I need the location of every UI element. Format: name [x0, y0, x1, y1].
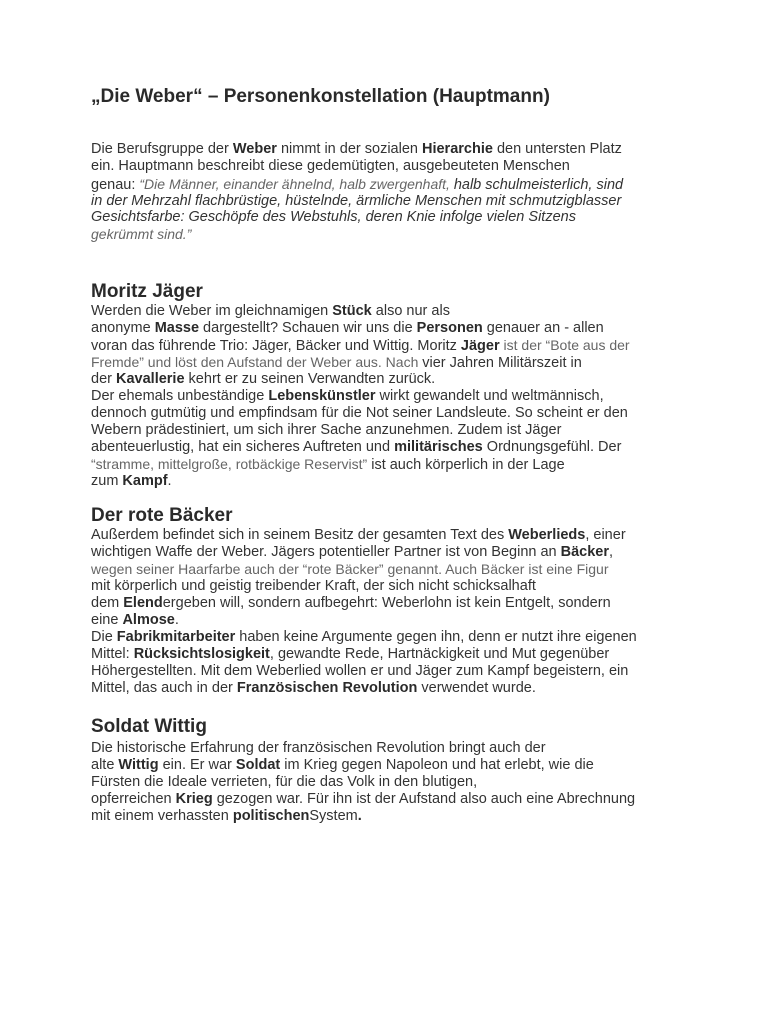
text-run: der — [91, 371, 116, 387]
section-line — [91, 757, 594, 774]
text-run: Die — [91, 629, 117, 645]
text-run: ein. Er war — [158, 757, 236, 773]
section-line — [91, 422, 561, 439]
text-run: Der ehemals unbeständige — [91, 388, 269, 404]
text-run: alte — [91, 757, 119, 773]
section-line — [91, 680, 536, 697]
text-run: , gewandte Rede, Hartnäckigkeit und Mut gegenüber — [269, 646, 610, 662]
section-heading-der-rote-baecker: Der rote Bäcker — [91, 505, 233, 526]
text-run: vier Jahren Militärszeit in — [422, 355, 582, 371]
text-run: nimmt in der sozialen — [276, 141, 422, 157]
text-run: gekrümmt sind.” — [91, 226, 192, 242]
section-line — [91, 473, 172, 490]
text-run: Die historische Erfahrung der französischen Revolution bringt auch der — [91, 740, 546, 756]
bold-term: Fabrikmitarbeiter — [116, 629, 236, 645]
section-line — [91, 405, 628, 422]
text-run: genau: — [91, 177, 140, 193]
bold-term: Bäcker — [560, 544, 610, 560]
bold-term: politischen — [232, 808, 310, 824]
text-run: , — [609, 544, 614, 560]
section-heading-moritz-jaeger: Moritz Jäger — [91, 281, 203, 302]
text-run: den untersten Platz — [492, 141, 622, 157]
intro-line — [91, 226, 191, 244]
section-heading-soldat-wittig: Soldat Wittig — [91, 716, 207, 737]
text-run: voran das führende Trio: Jäger, Bäcker und Wittig. Moritz — [91, 338, 461, 354]
intro-line — [91, 158, 570, 175]
bold-term: Almose — [122, 612, 175, 628]
text-run: , einer — [585, 527, 626, 543]
text-run: gezogen war. Für ihn ist der Aufstand also auch eine Abrechnung — [212, 791, 636, 807]
text-run: halb schulmeisterlich, sind — [453, 177, 624, 193]
text-run: . — [167, 473, 172, 489]
text-run: abenteuerlustig, hat ein sicheres Auftreten und — [91, 439, 395, 455]
section-line — [91, 456, 565, 474]
text-run: ist auch körperlich in der Lage — [367, 457, 565, 473]
text-run: dennoch gutmütig und empfindsam für die Not seiner Landsleute. So scheint er den — [91, 405, 628, 421]
text-run: Fürsten die Ideale verrieten, für die das Volk in den blutigen, — [91, 774, 478, 790]
section-line — [91, 371, 435, 388]
text-run: ein. Hauptmann beschreibt diese gedemütigten, ausgebeuteten Menschen — [91, 158, 570, 174]
text-run: “stramme, mittelgroße, rotbäckige Reservist” — [91, 456, 368, 472]
text-run: Webern prädestiniert, um sich ihrer Sache anzunehmen. Zudem ist Jäger — [91, 422, 562, 438]
section-line — [91, 439, 621, 456]
section-line — [91, 561, 609, 579]
section-line — [91, 544, 613, 561]
section-line — [91, 578, 536, 595]
text-run: Gesichtsfarbe: Geschöpfe des Webstuhls, deren Knie infolge vielen Sitzens — [91, 209, 576, 225]
text-run: Mittel, das auch in der — [91, 680, 237, 696]
text-run: kehrt er zu seinen Verwandten zurück. — [184, 371, 436, 387]
text-run: genauer an - allen — [482, 320, 604, 336]
text-run: opferreichen — [91, 791, 176, 807]
page-title: „Die Weber“ – Personenkonstellation (Hauptmann) — [91, 86, 550, 107]
text-run: verwendet wurde. — [417, 680, 536, 696]
section-line — [91, 646, 609, 663]
text-run: dem — [91, 595, 124, 611]
bold-term: Krieg — [175, 791, 213, 807]
text-run: Werden die Weber im gleichnamigen — [91, 303, 333, 319]
bold-term: Weberlieds — [508, 527, 586, 543]
bold-term: Lebenskünstler — [268, 388, 376, 404]
text-run: Mittel: — [91, 646, 134, 662]
text-run: Die Berufsgruppe der — [91, 141, 233, 157]
bold-term: Soldat — [235, 757, 281, 773]
bold-term: Hierarchie — [421, 141, 493, 157]
text-run: haben keine Argumente gegen ihn, denn er nutzt ihre eigenen — [235, 629, 637, 645]
text-run: in der Mehrzahl flachbrüstige, hüstelnde, ärmliche Menschen mit schmutzigblasser — [91, 193, 622, 209]
bold-term: Rücksichtslosigkeit — [133, 646, 270, 662]
section-line — [91, 388, 604, 405]
text-run: im Krieg gegen Napoleon und hat erlebt, wie die — [280, 757, 594, 773]
section-line — [91, 303, 450, 320]
bold-term: Kampf — [122, 473, 168, 489]
text-run: System — [309, 808, 358, 824]
bold-term: Stück — [332, 303, 372, 319]
section-line — [91, 612, 179, 629]
section-line — [91, 629, 637, 646]
text-run: eine — [91, 612, 123, 628]
text-run: wichtigen Waffe der Weber. Jägers potentieller Partner ist von Beginn an — [91, 544, 561, 560]
bold-term: Elend — [123, 595, 163, 611]
bold-term: militärisches — [394, 439, 483, 455]
section-line — [91, 337, 630, 355]
section-line — [91, 774, 477, 791]
text-run: wirkt gewandelt und weltmännisch, — [375, 388, 604, 404]
section-line — [91, 354, 582, 372]
text-run: ergeben will, sondern aufbegehrt: Weberlohn ist kein Entgelt, sondern — [162, 595, 611, 611]
section-line — [91, 320, 604, 337]
text-run: Ordnungsgefühl. Der — [482, 439, 622, 455]
text-run: dargestellt? Schauen wir uns die — [199, 320, 417, 336]
bold-term: Kavallerie — [116, 371, 185, 387]
section-line — [91, 527, 626, 544]
section-line — [91, 808, 362, 825]
text-run: mit einem verhassten — [91, 808, 233, 824]
intro-line — [91, 141, 622, 158]
section-line — [91, 740, 546, 757]
intro-line — [91, 176, 623, 194]
text-run: mit körperlich und geistig treibender Kraft, der sich nicht schicksalhaft — [91, 578, 536, 594]
bold-term: Jäger — [460, 338, 500, 354]
bold-term: Masse — [154, 320, 200, 336]
text-run: wegen seiner Haarfarbe auch der “rote Bäcker” genannt. Auch Bäcker ist eine Figur — [91, 561, 609, 577]
text-run: Höhergestellten. Mit dem Weberlied wollen er und Jäger zum Kampf begeistern, ein — [91, 663, 629, 679]
text-run: also nur als — [371, 303, 450, 319]
section-line — [91, 663, 628, 680]
text-run: ist der “Bote aus der — [499, 337, 630, 353]
bold-term: Personen — [416, 320, 483, 336]
text-run: Fremde” und löst den Aufstand der Weber aus. Nach — [91, 354, 423, 370]
bold-term: Französischen Revolution — [236, 680, 418, 696]
text-run: “Die Männer, einander ähnelnd, halb zwergenhaft, — [139, 176, 454, 192]
text-run: anonyme — [91, 320, 155, 336]
bold-term: Wittig — [118, 757, 159, 773]
text-run: zum — [91, 473, 123, 489]
text-run: Außerdem befindet sich in seinem Besitz der gesamten Text des — [91, 527, 509, 543]
section-line — [91, 595, 611, 612]
text-run: . — [174, 612, 179, 628]
intro-line — [91, 193, 621, 210]
bold-term: . — [357, 808, 362, 824]
bold-term: Weber — [232, 141, 277, 157]
section-line — [91, 791, 635, 808]
intro-line — [91, 209, 576, 226]
